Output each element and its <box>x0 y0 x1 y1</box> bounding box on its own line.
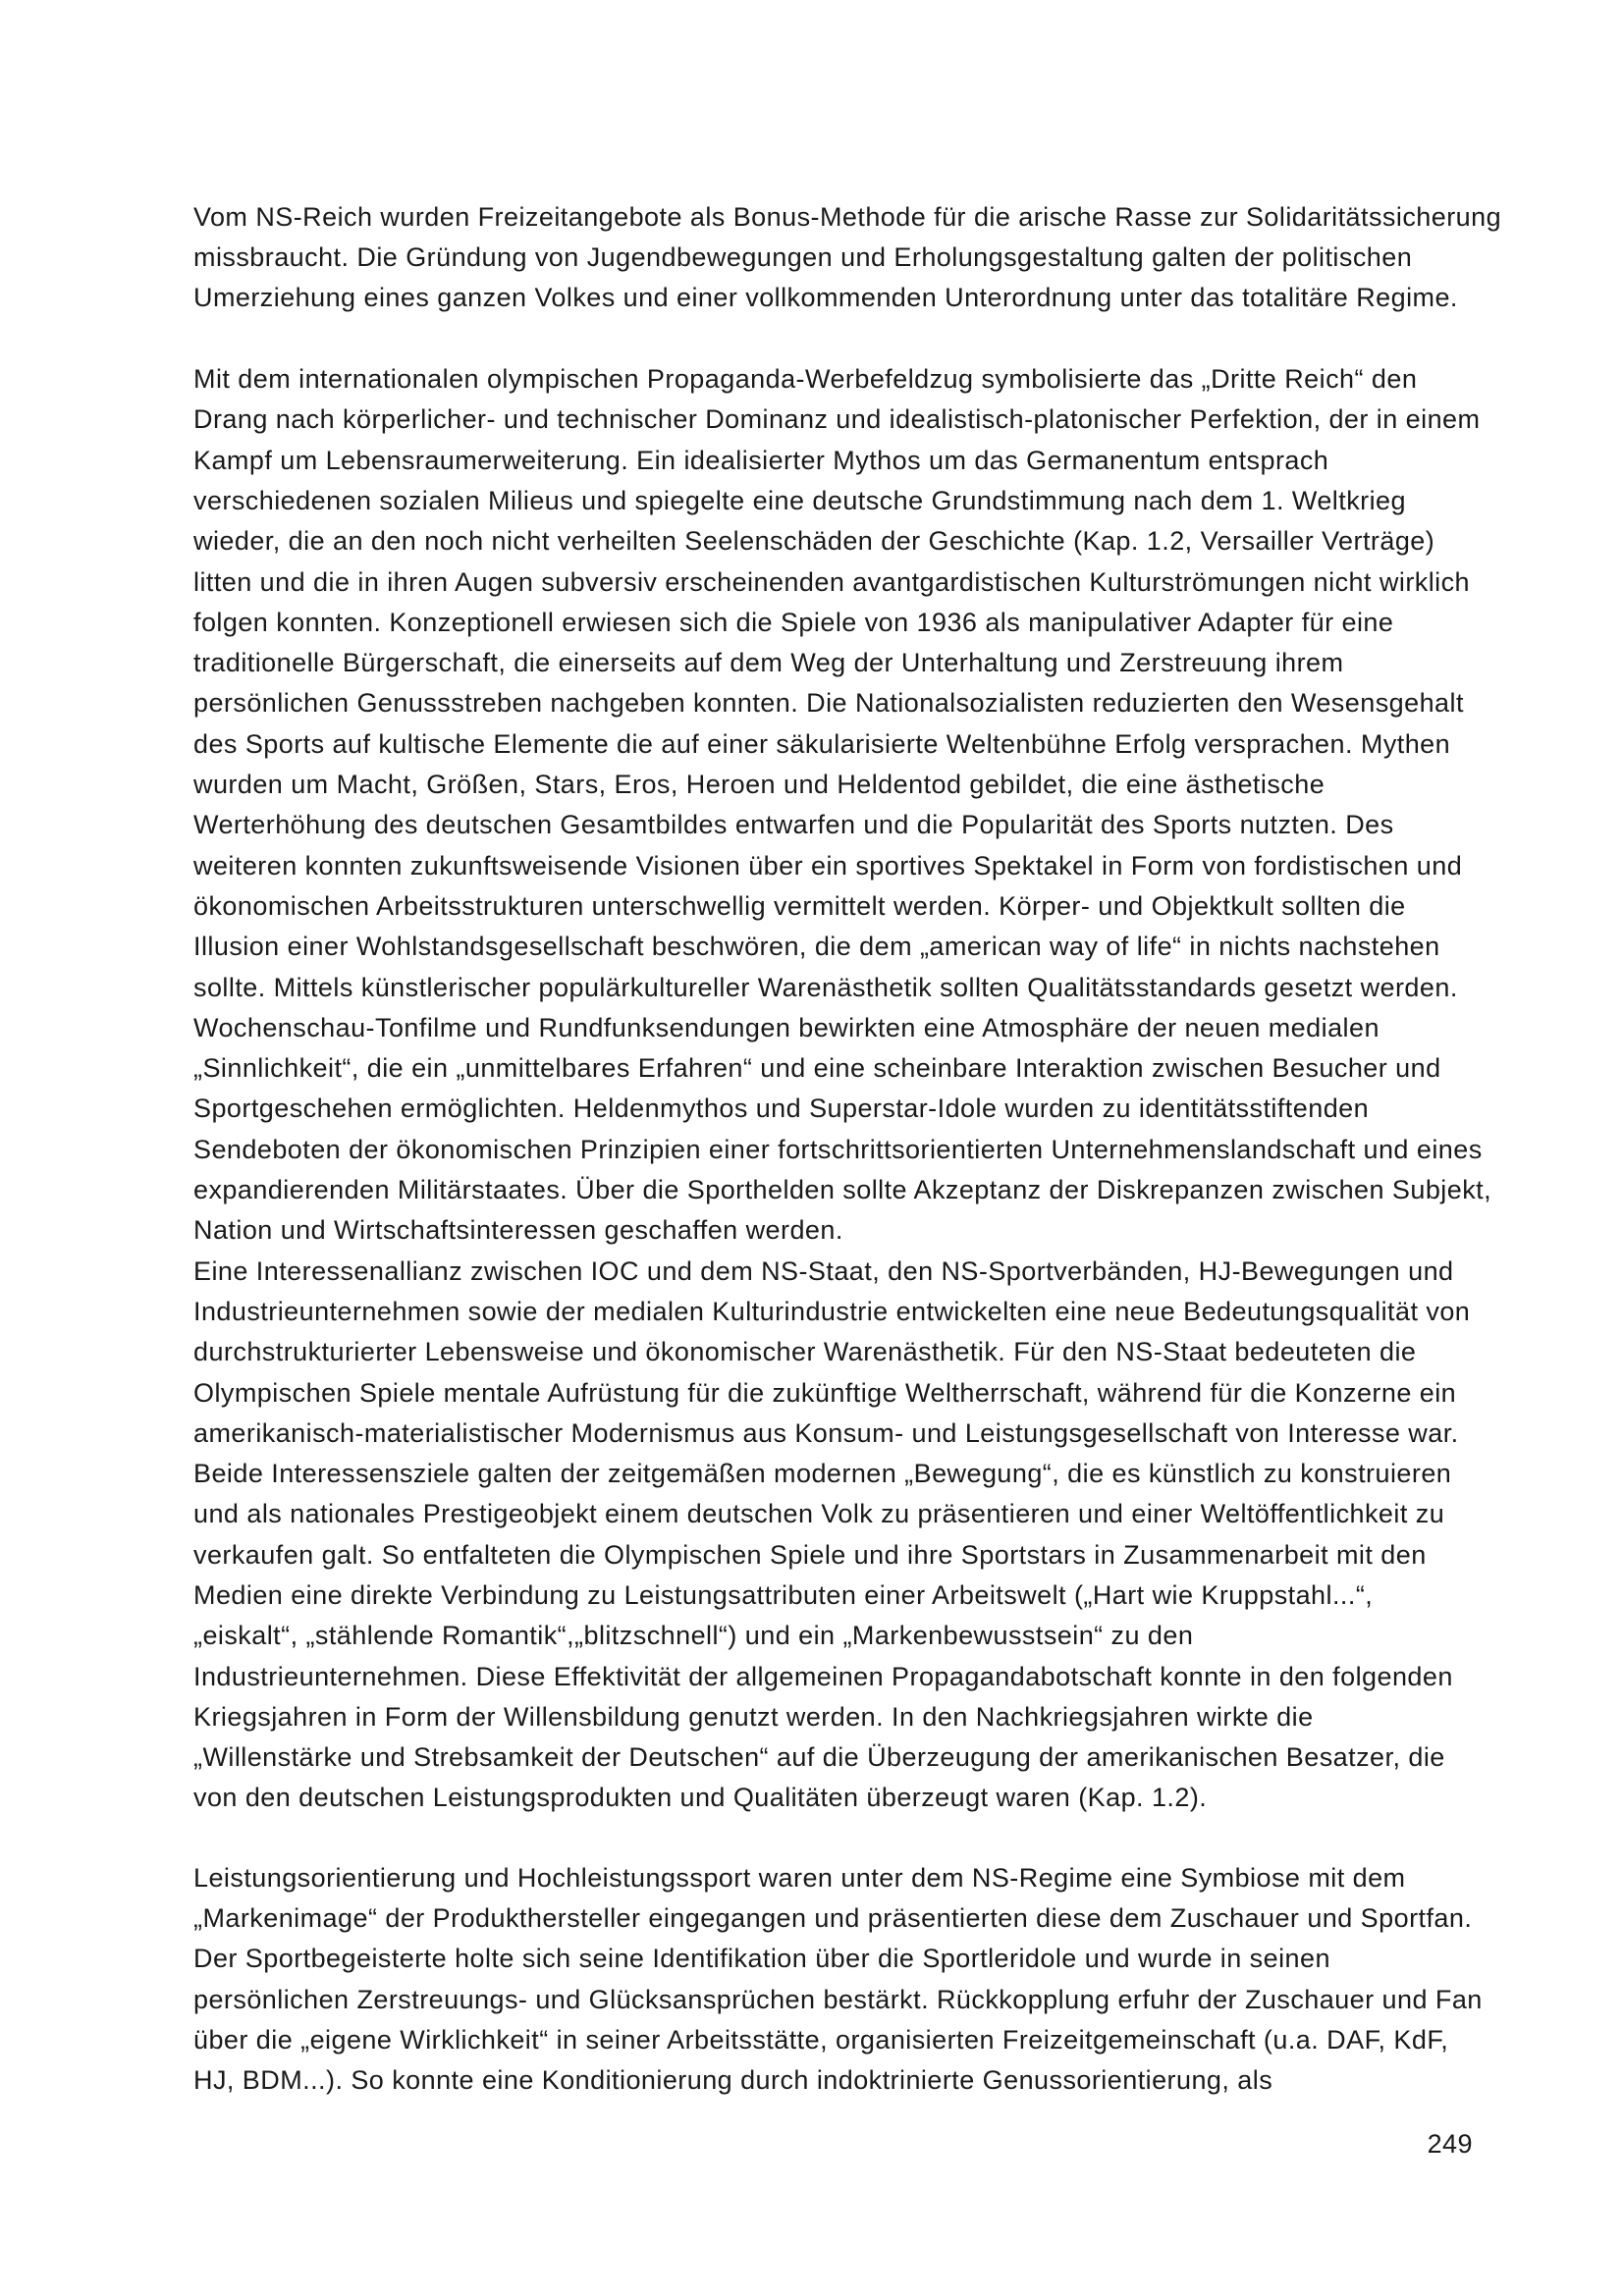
text-line: sollte. Mittels künstlerischer populärkultureller Warenästhetik sollten Qualitätsstandards gesetzt werden. <box>193 973 1458 1002</box>
text-line: und als nationales Prestigeobjekt einem deutschen Volk zu präsentieren und einer Weltöffentlichkeit zu <box>193 1499 1445 1528</box>
text-line: „Willenstärke und Strebsamkeit der Deutschen“ auf die Überzeugung der amerikanischen Besatzer, die <box>193 1742 1445 1772</box>
text-line: traditionelle Bürgerschaft, die einerseits auf dem Weg der Unterhaltung und Zerstreuung ihrem <box>193 648 1344 677</box>
text-line: persönlichen Genussstreben nachgeben konnten. Die Nationalsozialisten reduzierten den Wesensgehalt <box>193 688 1464 718</box>
text-line: Kriegsjahren in Form der Willensbildung genutzt werden. In den Nachkriegsjahren wirkte die <box>193 1702 1314 1732</box>
text-line: Beide Interessensziele galten der zeitgemäßen modernen „Bewegung“, die es künstlich zu konstruieren <box>193 1459 1452 1488</box>
text-line: wurden um Macht, Größen, Stars, Eros, Heroen und Heldentod gebildet, die eine ästhetische <box>193 770 1325 799</box>
text-line: Umerziehung eines ganzen Volkes und einer vollkommenden Unterordnung unter das totalitäre Regime. <box>193 283 1458 312</box>
text-line: Sendeboten der ökonomischen Prinzipien einer fortschrittsorientierten Unternehmenslandschaft und eines <box>193 1135 1483 1164</box>
text-line: missbraucht. Die Gründung von Jugendbewegungen und Erholungsgestaltung galten der politischen <box>193 242 1413 272</box>
text-line: expandierenden Militärstaates. Über die Sporthelden sollte Akzeptanz der Diskrepanzen zwischen Subjekt, <box>193 1175 1492 1204</box>
text-line: wieder, die an den noch nicht verheilten Seelenschäden der Geschichte (Kap. 1.2, Versailler Verträge) <box>193 526 1435 556</box>
text-line: verkaufen galt. So entfalteten die Olympischen Spiele und ihre Sportstars in Zusammenarbeit mit den <box>193 1540 1427 1570</box>
text-line: folgen konnten. Konzeptionell erwiesen sich die Spiele von 1936 als manipulativer Adapter für eine <box>193 608 1394 637</box>
text-line: Industrieunternehmen. Diese Effektivität der allgemeinen Propagandabotschaft konnte in den folgenden <box>193 1662 1453 1691</box>
text-line: weiteren konnten zukunftsweisende Visionen über ein sportives Spektakel in Form von fordistischen und <box>193 851 1463 881</box>
text-line: Industrieunternehmen sowie der medialen Kulturindustrie entwickelten eine neue Bedeutungsqualität von <box>193 1297 1471 1326</box>
text-line: HJ, BDM...). So konnte eine Konditionierung durch indoktrinierte Genussorientierung, als <box>193 2065 1273 2095</box>
text-line: Olympischen Spiele mentale Aufrüstung für die zukünftige Weltherrschaft, während für die Konzerne ein <box>193 1378 1457 1408</box>
text-line: persönlichen Zerstreuungs- und Glücksansprüchen bestärkt. Rückkopplung erfuhr der Zuschauer und Fan <box>193 1985 1483 2014</box>
text-line: „Sinnlichkeit“, die ein „unmittelbares Erfahren“ und eine scheinbare Interaktion zwischen Besucher und <box>193 1053 1441 1083</box>
text-line: „Markenimage“ der Produkthersteller eingegangen und präsentierten diese dem Zuschauer und Sportfan. <box>193 1903 1473 1933</box>
text-line: Mit dem internationalen olympischen Propaganda-Werbefeldzug symbolisierte das „Dritte Reich“ den <box>193 364 1418 394</box>
text-line: Vom NS-Reich wurden Freizeitangebote als Bonus-Methode für die arische Rasse zur Solidaritätssicherung <box>193 202 1502 232</box>
text-line: durchstrukturierter Lebensweise und ökonomischer Warenästhetik. Für den NS-Staat bedeuteten die <box>193 1337 1417 1366</box>
text-line: amerikanisch-materialistischer Modernismus aus Konsum- und Leistungsgesellschaft von Interesse war. <box>193 1418 1459 1448</box>
page-number: 249 <box>1427 2129 1473 2159</box>
text-line: Nation und Wirtschaftsinteressen geschaffen werden. <box>193 1215 843 1245</box>
text-line: Illusion einer Wohlstandsgesellschaft beschwören, die dem „american way of life“ in nichts nachstehen <box>193 932 1440 961</box>
text-line: verschiedenen sozialen Milieus und spiegelte eine deutsche Grundstimmung nach dem 1. Weltkrieg <box>193 486 1406 515</box>
text-line: Der Sportbegeisterte holte sich seine Identifikation über die Sportleridole und wurde in seinen <box>193 1944 1330 1973</box>
text-line: Leistungsorientierung und Hochleistungssport waren unter dem NS-Regime eine Symbiose mit dem <box>193 1863 1406 1893</box>
text-line: des Sports auf kultische Elemente die auf einer säkularisierte Weltenbühne Erfolg versprachen. Mythen <box>193 729 1451 759</box>
text-line: über die „eigene Wirklichkeit“ in seiner Arbeitsstätte, organisierten Freizeitgemeinschaft (u.a. DAF, KdF, <box>193 2025 1449 2055</box>
text-line: litten und die in ihren Augen subversiv erscheinenden avantgardistischen Kulturströmungen nicht wirklich <box>193 567 1471 597</box>
text-line: Wochenschau-Tonfilme und Rundfunksendungen bewirkten eine Atmosphäre der neuen medialen <box>193 1013 1380 1042</box>
text-line: Drang nach körperlicher- und technischer Dominanz und idealistisch-platonischer Perfektion, der in einem <box>193 404 1481 434</box>
text-line: Werterhöhung des deutschen Gesamtbildes entwarfen und die Popularität des Sports nutzten. Des <box>193 810 1394 839</box>
text-line: von den deutschen Leistungsprodukten und Qualitäten überzeugt waren (Kap. 1.2). <box>193 1783 1208 1812</box>
text-line: „eiskalt“, „stählende Romantik“,„blitzschnell“) und ein „Markenbewusstsein“ zu den <box>193 1621 1194 1650</box>
text-line: Sportgeschehen ermöglichten. Heldenmythos und Superstar-Idole wurden zu identitätsstiftenden <box>193 1094 1370 1123</box>
text-line: ökonomischen Arbeitsstrukturen unterschwellig vermittelt werden. Körper- und Objektkult sollten die <box>193 891 1406 921</box>
text-line: Eine Interessenallianz zwischen IOC und dem NS-Staat, den NS-Sportverbänden, HJ-Bewegungen und <box>193 1256 1454 1286</box>
text-line: Medien eine direkte Verbindung zu Leistungsattributen einer Arbeitswelt („Hart wie Kruppstahl...“, <box>193 1580 1374 1610</box>
text-line: Kampf um Lebensraumerweiterung. Ein idealisierter Mythos um das Germanentum entsprach <box>193 446 1329 475</box>
